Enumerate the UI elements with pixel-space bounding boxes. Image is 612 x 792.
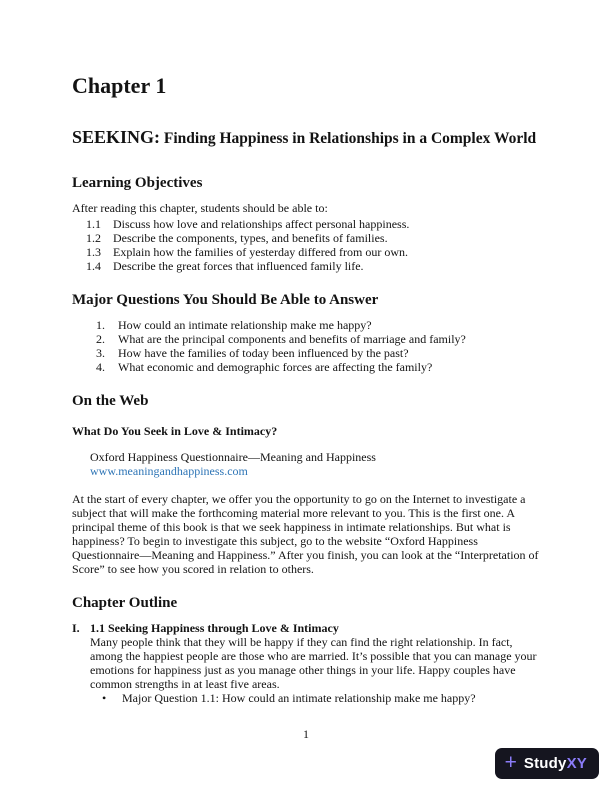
list-item (96, 346, 540, 360)
outline-bullet-text: Major Question 1.1: How could an intimate relationship make me happy? (122, 691, 476, 706)
question-number: 4. (96, 360, 105, 375)
objective-number: 1.3 (86, 245, 101, 260)
objective-number: 1.4 (86, 259, 101, 274)
web-resource (90, 450, 540, 478)
objective-text: Describe the great forces that influenced family life. (113, 259, 364, 274)
outline-roman-numeral: I. (72, 621, 80, 636)
chapter-subtitle-lead: SEEKING: (72, 127, 161, 148)
question-number: 1. (96, 318, 105, 333)
studyxy-logo (495, 748, 599, 779)
list-item (96, 360, 540, 374)
resource-link[interactable]: www.meaningandhappiness.com (90, 464, 248, 479)
question-text: What economic and demographic forces are affecting the family? (118, 360, 433, 375)
objective-text: Explain how the families of yesterday differed from our own. (113, 245, 409, 260)
outline-title: 1.1 Seeking Happiness through Love & Intimacy (90, 621, 339, 636)
outline-content (90, 621, 540, 705)
chapter-subtitle-rest: Finding Happiness in Relationships in a Complex World (160, 130, 537, 148)
question-number: 2. (96, 332, 105, 347)
on-the-web-subheading: What Do You Seek in Love & Intimacy? (72, 424, 278, 439)
list-item (86, 231, 540, 245)
outline-bullet (100, 691, 540, 705)
major-questions-heading: Major Questions You Should Be Able to Answer (72, 292, 379, 309)
on-the-web-heading: On the Web (72, 393, 149, 410)
objective-number: 1.2 (86, 231, 101, 246)
logo-text-xy: XY (566, 755, 587, 772)
on-the-web-paragraph: At the start of every chapter, we offer you the opportunity to go on the Internet to investigate a subject that will make the forthcoming material more relevant to you. This is the first one. A principal theme of this book is that we seek happiness in intimate relationships. But what is happiness? To begin to investigate this subject, go to the website “Oxford Happiness Questionnaire—Meaning and Happiness.” After you finish, you can look at the “Interpretation of Score” to see how you scored in relation to others. (72, 492, 539, 577)
learning-objectives-intro: After reading this chapter, students should be able to: (72, 201, 328, 216)
resource-title: Oxford Happiness Questionnaire—Meaning and Happiness (90, 450, 376, 465)
list-item (86, 217, 540, 231)
objective-text: Describe the components, types, and benefits of families. (113, 231, 388, 246)
objective-text: Discuss how love and relationships affect personal happiness. (113, 217, 410, 232)
plus-icon: + (504, 751, 517, 774)
question-text: What are the principal components and benefits of marriage and family? (118, 332, 466, 347)
question-text: How could an intimate relationship make me happy? (118, 318, 372, 333)
list-item (96, 332, 540, 346)
chapter-outline-heading: Chapter Outline (72, 595, 178, 612)
learning-objectives-list (72, 217, 540, 273)
chapter-title: Chapter 1 (72, 73, 167, 98)
outline-body: Many people think that they will be happy if they can find the right relationship. In fact, among the happiest people are those who are married. It’s possible that you can manage your emotions for happiness just as you manage other things in your life. Happy couples have common strengths in at least five areas. (90, 635, 537, 692)
list-item (86, 259, 540, 273)
question-text: How have the families of today been influenced by the past? (118, 346, 409, 361)
list-item (86, 245, 540, 259)
learning-objectives-heading: Learning Objectives (72, 175, 203, 192)
outline-item (72, 621, 540, 705)
major-questions-list (72, 318, 540, 374)
list-item (96, 318, 540, 332)
page-number: 1 (303, 727, 309, 741)
chapter-subtitle (72, 124, 540, 152)
logo-text-study: Study (523, 755, 567, 772)
question-number: 3. (96, 346, 105, 361)
objective-number: 1.1 (86, 217, 101, 232)
bullet-icon: • (102, 691, 107, 706)
